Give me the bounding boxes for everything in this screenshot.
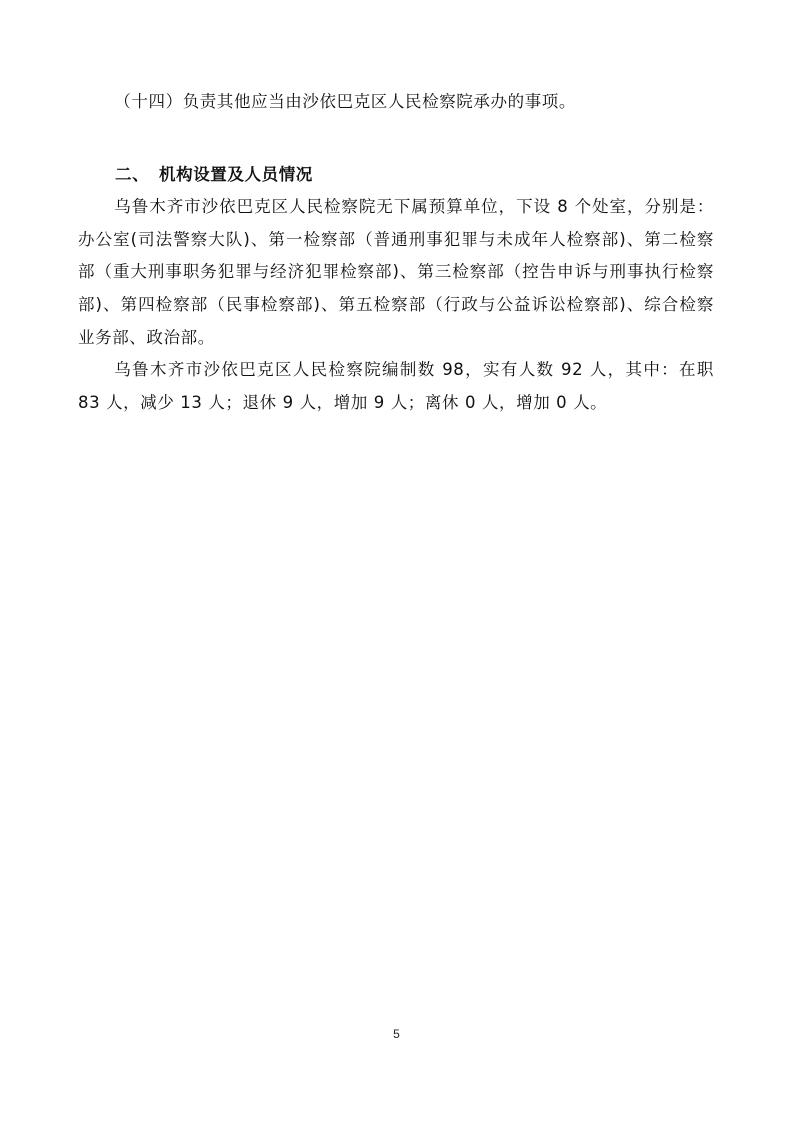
- section-number: 二、: [115, 164, 150, 184]
- paragraph-staffing: 乌鲁木齐市沙依巴克区人民检察院编制数 98，实有人数 92 人，其中：在职 83 人，减少 13 人；退休 9 人，增加 9 人；离休 0 人，增加 0 人。: [78, 360, 714, 412]
- paragraph-duties-14: （十四）负责其他应当由沙依巴克区人民检察院承办的事项。: [114, 92, 576, 111]
- section-title: 机构设置及人员情况: [159, 164, 313, 184]
- page-number: 5: [393, 1027, 400, 1041]
- paragraph-structure: 乌鲁木齐市沙依巴克区人民检察院无下属预算单位，下设 8 个处室，分别是：办公室(司法警察大队)、第一检察部（普通刑事犯罪与未成年人检察部)、第二检察部（重大刑事职务犯罪与经济犯罪检察部)、第三检察部（控告申诉与刑事执行检察部)、第四检察部（民事检察部)、第五检察部（行政与公益诉讼检察部)、综合检察业务部、政治部。: [78, 197, 714, 347]
- section-heading: [78, 159, 714, 192]
- document-body: [78, 86, 714, 419]
